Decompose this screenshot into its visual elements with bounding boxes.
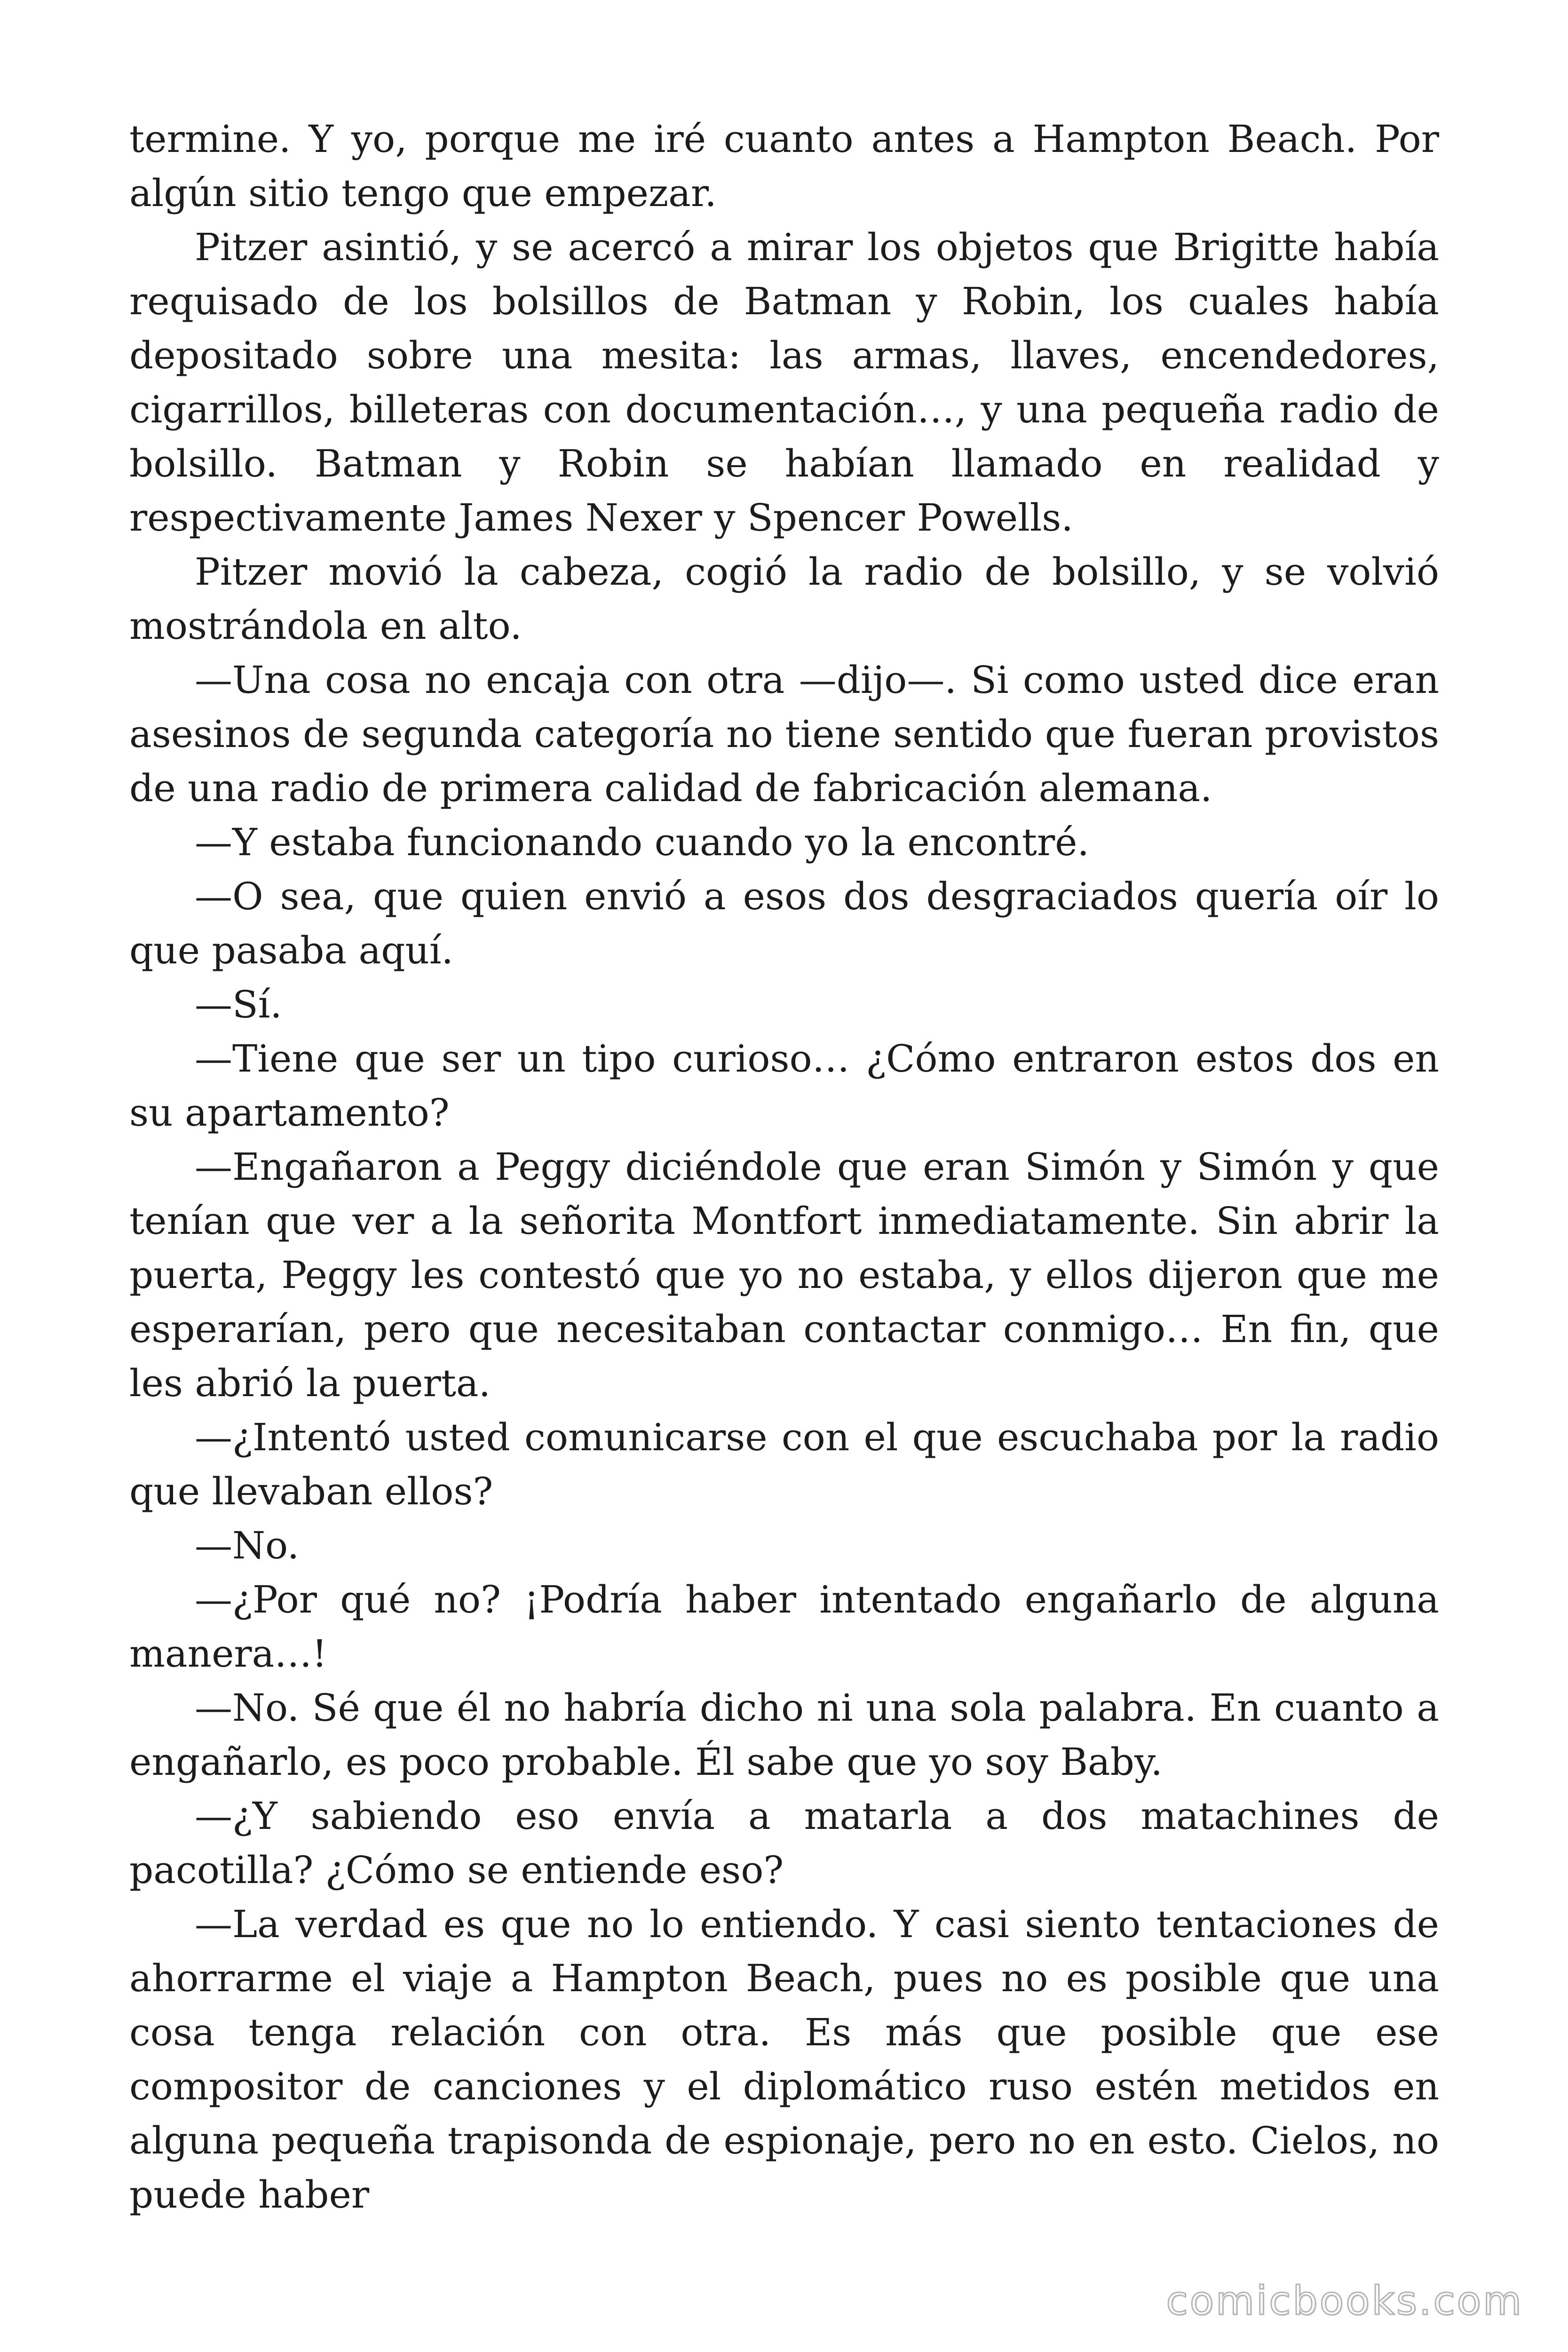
paragraph-6: —O sea, que quien envió a esos dos desgraciados quería oír lo que pasaba aquí. [129, 874, 1439, 972]
paragraph-9: —Engañaron a Peggy diciéndole que eran Simón y Simón y que tenían que ver a la señorita Montfort inmediatamente. Sin abrir la puerta, Peggy les contestó que yo no estaba, y ellos dijeron que me esperarían, pero que necesitaban contactar conmigo… En fin, que les abrió la puerta. [129, 1145, 1439, 1405]
watermark-logo: comicbooks.com [1166, 2278, 1523, 2324]
paragraph-5: —Y estaba funcionando cuando yo la encontré. [195, 820, 1089, 864]
paragraph-13: —No. Sé que él no habría dicho ni una sola palabra. En cuanto a engañarlo, es poco probable. Él sabe que yo soy Baby. [129, 1686, 1439, 1784]
paragraph-3: Pitzer movió la cabeza, cogió la radio de bolsillo, y se volvió mostrándola en alto. [129, 550, 1439, 648]
paragraph-8: —Tiene que ser un tipo curioso… ¿Cómo entraron estos dos en su apartamento? [129, 1037, 1439, 1135]
paragraph-4: —Una cosa no encaja con otra —dijo—. Si como usted dice eran asesinos de segunda categoría no tiene sentido que fueran provistos de una radio de primera calidad de fabricación alemana. [129, 658, 1439, 810]
paragraph-12: —¿Por qué no? ¡Podría haber intentado engañarlo de alguna manera…! [129, 1578, 1439, 1676]
paragraph-2: Pitzer asintió, y se acercó a mirar los objetos que Brigitte había requisado de los bolsillos de Batman y Robin, los cuales había depositado sobre una mesita: las armas, llaves, encendedores, cigarrillos, billeteras con documentación…, y una pequeña radio de bolsillo. Batman y Robin se habían llamado en realidad y respectivamente James Nexer y Spencer Powells. [129, 225, 1439, 540]
paragraph-15: —La verdad es que no lo entiendo. Y casi siento tentaciones de ahorrarme el viaje a Hampton Beach, pues no es posible que una cosa tenga relación con otra. Es más que posible que ese compositor de canciones y el diplomático ruso estén metidos en alguna pequeña trapisonda de espionaje, pero no en esto. Cielos, no puede haber [129, 1902, 1439, 2217]
paragraph-1: termine. Y yo, porque me iré cuanto antes a Hampton Beach. Por algún sitio tengo que empezar. [129, 117, 1439, 215]
paragraph-10: —¿Intentó usted comunicarse con el que escuchaba por la radio que llevaban ellos? [129, 1415, 1439, 1513]
paragraph-11: —No. [195, 1524, 300, 1567]
paragraph-7: —Sí. [195, 983, 282, 1026]
paragraph-14: —¿Y sabiendo eso envía a matarla a dos matachines de pacotilla? ¿Cómo se entiende eso? [129, 1794, 1439, 1892]
body-text [129, 112, 1439, 2222]
